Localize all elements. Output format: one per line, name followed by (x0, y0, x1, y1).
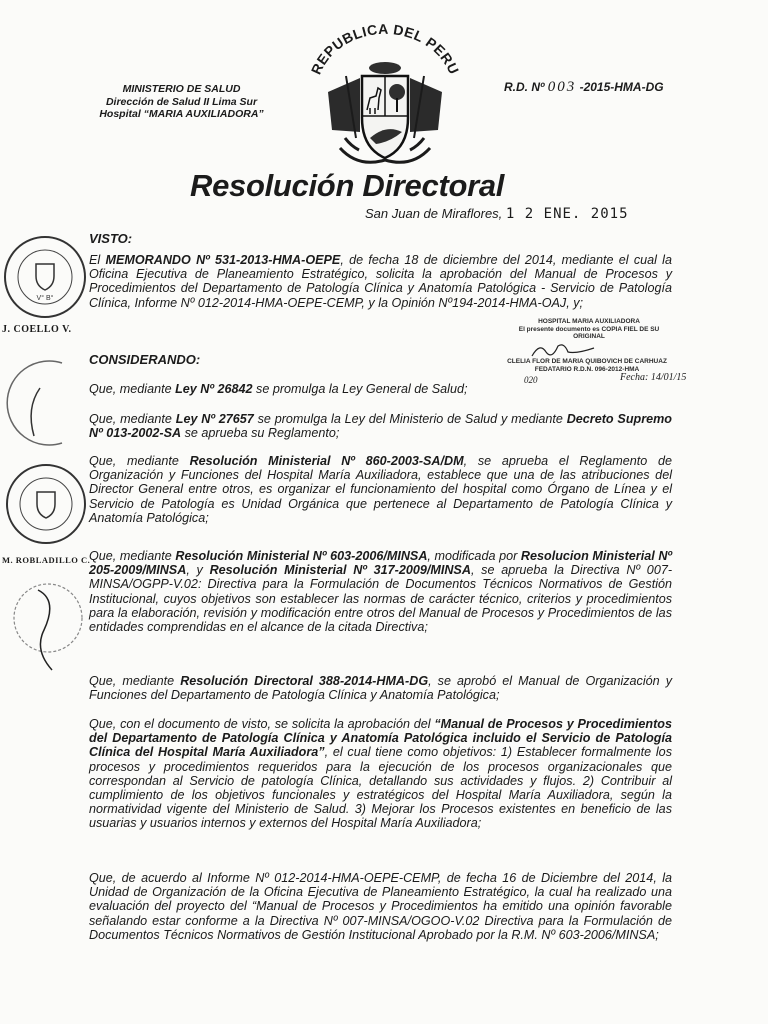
considerando-paragraph: Que, con el documento de visto, se solicita la aprobación del “Manual de Procesos y Procedimientos del Departamento de Patología Clínica y Anatomía Patológica incluido el Servicio de Patología Clínica del Hospital María Auxiliadora”, el cual tiene como objetivos: 1) Establecer formalmente los procesos y procedimientos requeridos para la ejecución de los procesos organizacionales que correspondan al Servicio de patología Clínica, detallando sus actividades y flujos. 2) Contribuir al cumplimiento de los objetivos funcionales y estratégicos del Hospital María Auxiliadora, según la normatividad vigente del Ministerio de Salud. 3) Mejorar los Procesos existentes en beneficio de las usuarias y usuarios internos y externos del Hospital María Auxiliadora; (89, 717, 672, 831)
visto-heading: VISTO: (89, 231, 133, 246)
considerando-paragraph: Que, mediante Resolución Directoral 388-2014-HMA-DG, se aprobó el Manual de Organización y Funciones del Departamento de Patología Clínica y Anatomía Patológica; (89, 674, 672, 703)
fedatario-line-3: ORIGINAL (573, 333, 605, 340)
date-stamp: 1 2 ENE. 2015 (505, 206, 629, 222)
svg-text:V° B°: V° B° (36, 295, 54, 302)
visto-bueno-seal-icon (4, 462, 88, 546)
place-date (365, 206, 629, 222)
bold-reference: Resolución Ministerial Nº 860-2003-SA/DM (189, 454, 464, 468)
bold-reference: Ley Nº 27657 (175, 412, 254, 426)
handwritten-date: Fecha: 14/01/15 (620, 372, 687, 383)
considerando-paragraph: Que, mediante Resolución Ministerial Nº 860-2003-SA/DM, se aprueba el Reglamento de Organización y Funciones del Hospital María Auxiliadora, establece que una de las atribuciones del Director General entre otros, es organizar el funcionamiento del hospital como Órgano de Línea y el Servicio de Patología es Unidad Orgánica que pertenece al Departamento de Patología Clínica y Anatomía Patológica; (89, 454, 673, 525)
resolution-number (504, 79, 664, 96)
bold-reference: Resolución Ministerial Nº 603-2006/MINSA (175, 549, 428, 563)
bold-reference: Ley Nº 26842 (175, 382, 253, 396)
bold-reference: Decreto Supremo Nº 013-2002-SA (89, 412, 672, 441)
considerando-heading: CONSIDERANDO: (89, 352, 201, 367)
seal-icon (2, 358, 72, 448)
bold-reference: Resolución Ministerial Nº 317-2009/MINSA (209, 563, 471, 578)
considerando-paragraph: Que, mediante Resolución Ministerial Nº 603-2006/MINSA, modificada por Resolucion Ministerial Nº 205-2009/MINSA, y Resolución Ministerial Nº 317-2009/MINSA, se aprueba la Directiva Nº 007-MINSA/OGPP-V.02: Directiva para la Formulación de Documentos Técnicos Normativos de Gestión Institucional, cuyos objetivos son establecer las normas de carácter técnico, criterios y procedimientos para la elaboración, revisión y modificación entre otros del Manual de Procesos y Procedimientos de las entidades comprendidas en el alcance de la citada Directiva; (89, 549, 673, 635)
rd-number: 003 (547, 79, 577, 95)
fedatario-line-1: HOSPITAL MARIA AUXILIADORA (538, 318, 640, 325)
crest-text: REPUBLICA DEL PERU (307, 20, 463, 77)
ministry-line-1: MINISTERIO DE SALUD (122, 83, 241, 95)
fedatario-name-line-2: FEDATARIO R.D.N. 096-2012-HMA (534, 365, 640, 373)
fedatario-stamp (484, 318, 694, 341)
document-title: Resolución Directoral (190, 168, 505, 203)
bold-reference: MEMORANDO Nº 531-2013-HMA-OEPE (105, 253, 341, 267)
fedatario-name-line-1: CLELIA FLOR DE MARIA QUIBOVICH DE CARHUAZ (507, 358, 667, 365)
place: San Juan de Miraflores, (365, 206, 503, 221)
bold-reference: “Manual de Procesos y Procedimientos del Departamento de Patología Clínica y Anatomía Patológica incluido el Servicio de Patología Clínica del Hospital María Auxiliadora” (89, 717, 672, 760)
considerando-paragraph: Que, mediante Ley Nº 27657 se promulga la Ley del Ministerio de Salud y mediante Decreto Supremo Nº 013-2002-SA se aprueba su Reglamento; (89, 412, 672, 441)
coat-of-arms-icon (300, 20, 470, 170)
considerando-paragraph: Que, mediante Ley Nº 26842 se promulga la Ley General de Salud; (89, 382, 468, 396)
considerando-paragraph: Que, de acuerdo al Informe Nº 012-2014-HMA-OEPE-CEMP, de fecha 16 de Diciembre del 2014, la Unidad de Organización de la Oficina Ejecutiva de Planeamiento Estratégico, la cual ha realizado una evaluación del proyecto del “Manual de Procesos y Procedimientos ha emitido una opinión favorable señalando estar conforme a la Directiva Nº 007-MINSA/OGOO-V.02 Directiva para la Formulación de Documentos Técnicos Normativos de Gestión Institucional Aprobado por la R.M. Nº 603-2006/MINSA; (89, 871, 672, 942)
fedatario-line-2: El presente documento es COPIA FIEL DE SU (518, 325, 660, 333)
seal-icon (8, 570, 88, 680)
bold-reference: Resolucion Ministerial Nº 205-2009/MINSA (89, 549, 673, 578)
ministry-line-2: Dirección de Salud II Lima Sur (105, 95, 258, 108)
ministry-header (84, 83, 279, 121)
bold-reference: Resolución Directoral 388-2014-HMA-DG (180, 674, 429, 688)
rd-suffix: -2015-HMA-DG (579, 80, 664, 94)
register-number: 020 (524, 375, 538, 385)
visto-bueno-seal-icon (2, 234, 88, 320)
ministry-line-3: Hospital “MARIA AUXILIADORA” (99, 108, 264, 120)
margin-signature-name: J. COELLO V. (2, 324, 72, 335)
rd-prefix: R.D. Nº (504, 80, 545, 94)
margin-signature-name: M. ROBLADILLO C. (2, 555, 91, 565)
visto-paragraph: El MEMORANDO Nº 531-2013-HMA-OEPE, de fecha 18 de diciembre del 2014, mediante el cual la Oficina Ejecutiva de Planeamiento Estratégico, solicita la aprobación del Manual de Procesos y Procedimientos del Departamento de Patología Clínica y Anatomía Patológica - Servicio de Patología Clínica, Informe Nº 012-2014-HMA-OEPE-CEMP, y la Opinión Nº194-2014-HMA-OAJ, y; (89, 253, 672, 310)
fedatario-name (482, 358, 692, 373)
